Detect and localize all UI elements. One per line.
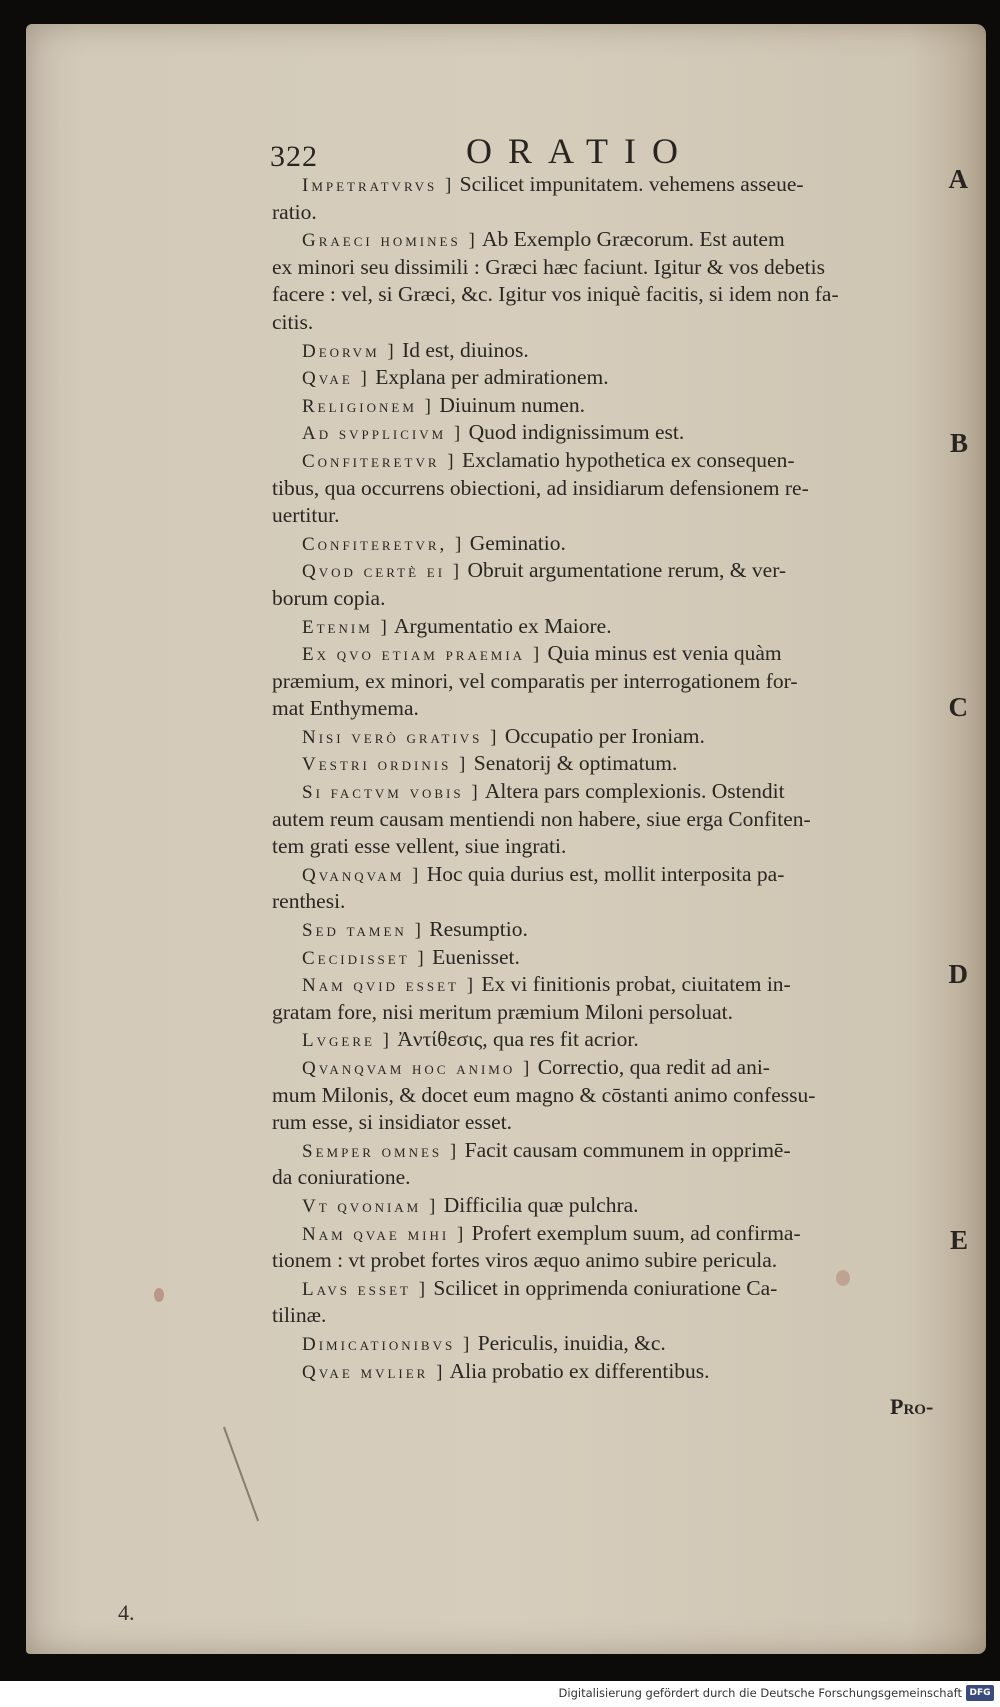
text-line	[272, 475, 912, 503]
gloss-text: mat Enthymema.	[272, 696, 419, 721]
footer-bar	[0, 1681, 1000, 1707]
gloss-text: Scilicet in opprimenda coniuratione Ca-	[428, 1275, 778, 1300]
gloss-text: ratio.	[272, 199, 317, 224]
text-line	[272, 1054, 912, 1082]
gloss-text: Ἀντίθεσις, qua res fit acrior.	[392, 1027, 639, 1052]
text-line	[272, 640, 912, 668]
text-line	[272, 392, 912, 420]
gloss-text: Correctio, qua redit ad ani-	[532, 1055, 770, 1079]
gloss-text: Profert exemplum suum, ad confirma-	[466, 1220, 801, 1245]
text-line	[272, 281, 912, 309]
gloss-text: Euenisset.	[426, 944, 520, 969]
text-line	[272, 337, 912, 365]
text-line	[272, 861, 912, 889]
text-line	[272, 1109, 912, 1137]
text-line	[272, 916, 912, 944]
text-line	[272, 695, 912, 723]
lemma-heading: Vt qvoniam ]	[302, 1195, 439, 1217]
lemma-heading: Dimicationibvs ]	[302, 1333, 473, 1355]
signature-mark: 4.	[118, 1600, 135, 1625]
lemma-heading: Confiteretvr ]	[302, 450, 457, 472]
book-page	[26, 24, 986, 1654]
text-line	[272, 1358, 912, 1386]
lemma-heading: Si factvm vobis ]	[302, 782, 481, 804]
text-line	[272, 833, 912, 861]
gloss-text: Ex vi finitionis probat, ciuitatem in-	[476, 972, 791, 997]
text-line	[272, 613, 912, 641]
text-line	[272, 1247, 912, 1275]
gloss-text: præmium, ex minori, vel comparatis per interrogationem for-	[272, 668, 798, 693]
gloss-text: autem reum causam mentiendi non habere, siue erga Confiten-	[272, 806, 811, 831]
text-line	[272, 999, 912, 1027]
ink-stain	[154, 1288, 164, 1302]
gloss-text: Altera pars complexionis. Ostendit	[480, 779, 785, 804]
text-line	[272, 419, 912, 447]
margin-letter-d: D	[948, 959, 968, 989]
gloss-text: Senatorij & optimatum.	[468, 751, 678, 776]
text-line	[272, 1220, 912, 1248]
margin-letter-b: B	[949, 428, 968, 458]
lemma-heading: Ad svpplicivm ]	[302, 423, 464, 445]
lemma-heading: Qvod certè ei ]	[302, 561, 463, 583]
text-line	[272, 171, 912, 199]
gloss-text: tem grati esse vellent, siue ingrati.	[272, 834, 567, 859]
gloss-text: gratam fore, nisi meritum præmium Miloni persoluat.	[272, 999, 733, 1024]
text-line	[272, 530, 912, 558]
gloss-text: Periculis, inuidia, &c.	[472, 1330, 666, 1355]
gloss-text: mum Milonis, & docet eum magno & cōstanti animo confessu-	[272, 1082, 816, 1107]
funding-credit: Digitalisierung gefördert durch die Deutsche Forschungsgemeinschaft	[558, 1686, 962, 1700]
text-line	[272, 971, 912, 999]
lemma-heading: Lvgere ]	[302, 1030, 393, 1052]
lemma-heading: Religionem ]	[302, 395, 434, 417]
text-line	[272, 806, 912, 834]
gloss-text: Alia probatio ex differentibus.	[445, 1358, 710, 1383]
lemma-heading: Ex qvo etiam praemia ]	[302, 644, 543, 666]
text-line	[272, 1275, 912, 1303]
gloss-text: Argumentatio ex Maiore.	[389, 613, 612, 638]
gloss-text: Facit causam communem in opprimē-	[459, 1137, 791, 1162]
gloss-text: facere : vel, si Græci, &c. Igitur vos iniquè facitis, si idem non fa-	[272, 282, 839, 307]
margin-letter-a: A	[948, 164, 968, 194]
text-line	[272, 226, 912, 254]
lemma-heading: Graeci homines ]	[302, 230, 478, 252]
gloss-text: rum esse, si insidiator esset.	[272, 1110, 513, 1135]
text-line	[272, 1192, 912, 1220]
text-line	[272, 364, 912, 392]
gloss-text: Hoc quia durius est, mollit interposita pa-	[421, 861, 785, 886]
text-line	[272, 1137, 912, 1165]
gloss-text: borum copia.	[272, 585, 386, 610]
text-line	[272, 447, 912, 475]
lemma-heading: Lavs esset ]	[302, 1278, 429, 1300]
gloss-text: Scilicet impunitatem. vehemens asseue-	[454, 172, 804, 196]
lemma-heading: Confiteretvr, ]	[302, 533, 465, 555]
commentary-text	[272, 171, 912, 1385]
page-header	[26, 112, 986, 172]
gloss-text: uertitur.	[272, 503, 340, 528]
margin-letter-e: E	[949, 1225, 968, 1255]
gloss-text: Quia minus est venia quàm	[542, 641, 782, 666]
running-title: ORATIO	[466, 131, 694, 171]
text-line	[272, 750, 912, 778]
text-line	[272, 1330, 912, 1358]
text-line	[272, 1026, 912, 1054]
gloss-text: Resumptio.	[423, 917, 528, 942]
text-line	[272, 199, 912, 227]
page-number: 322	[270, 140, 318, 173]
dfg-logo-icon: DFG	[966, 1685, 994, 1701]
gloss-text: Occupatio per Ironiam.	[499, 723, 705, 748]
text-line	[272, 309, 912, 337]
gloss-text: Geminatio.	[464, 530, 566, 555]
text-line	[272, 254, 912, 282]
lemma-heading: Nam qvae mihi ]	[302, 1223, 467, 1245]
text-line	[272, 502, 912, 530]
gloss-text: tibus, qua occurrens obiectioni, ad insidiarum defensionem re-	[272, 475, 809, 500]
text-line	[272, 1082, 912, 1110]
gloss-text: Diuinum numen.	[433, 392, 586, 417]
gloss-text: Quod indignissimum est.	[463, 420, 685, 445]
gloss-text: Ab Exemplo Græcorum. Est autem	[477, 227, 785, 252]
lemma-heading: Qvanqvam ]	[302, 864, 422, 886]
lemma-heading: Nam qvid esset ]	[302, 975, 477, 997]
text-line	[272, 778, 912, 806]
lemma-heading: Vestri ordinis ]	[302, 754, 469, 776]
gloss-text: Obruit argumentatione rerum, & ver-	[462, 558, 787, 583]
gloss-text: Explana per admirationem.	[369, 365, 609, 390]
lemma-heading: Qvae ]	[302, 368, 370, 390]
lemma-heading: Etenim ]	[302, 616, 390, 638]
text-line	[272, 668, 912, 696]
lemma-heading: Qvae mvlier ]	[302, 1361, 446, 1383]
pen-mark	[223, 1427, 259, 1522]
lemma-heading: Cecidisset ]	[302, 947, 427, 969]
text-line	[272, 1164, 912, 1192]
text-line	[272, 888, 912, 916]
gloss-text: Id est, diuinos.	[396, 337, 529, 362]
text-line	[272, 557, 912, 585]
gloss-text: tionem : vt probet fortes viros æquo animo subire pericula.	[272, 1248, 778, 1273]
lemma-heading: Nisi verò grativs ]	[302, 726, 500, 748]
gloss-text: da coniuratione.	[272, 1165, 411, 1190]
gloss-text: tilinæ.	[272, 1303, 327, 1328]
lemma-heading: Impetratvrvs ]	[302, 175, 455, 196]
gloss-text: renthesi.	[272, 889, 346, 914]
gloss-text: citis.	[272, 309, 314, 334]
text-line	[272, 944, 912, 972]
lemma-heading: Qvanqvam hoc animo ]	[302, 1058, 533, 1079]
margin-letter-c: C	[948, 692, 968, 722]
gloss-text: Difficilia quæ pulchra.	[438, 1192, 639, 1217]
lemma-heading: Deorvm ]	[302, 340, 397, 362]
gloss-text: ex minori seu dissimili : Græci hæc faciunt. Igitur & vos debetis	[272, 254, 825, 279]
lemma-heading: Sed tamen ]	[302, 920, 424, 942]
lemma-heading: Semper omnes ]	[302, 1140, 460, 1162]
text-line	[272, 1302, 912, 1330]
text-line	[272, 585, 912, 613]
text-line	[272, 723, 912, 751]
catchword: Pro-	[890, 1394, 934, 1419]
gloss-text: Exclamatio hypothetica ex consequen-	[456, 447, 795, 472]
